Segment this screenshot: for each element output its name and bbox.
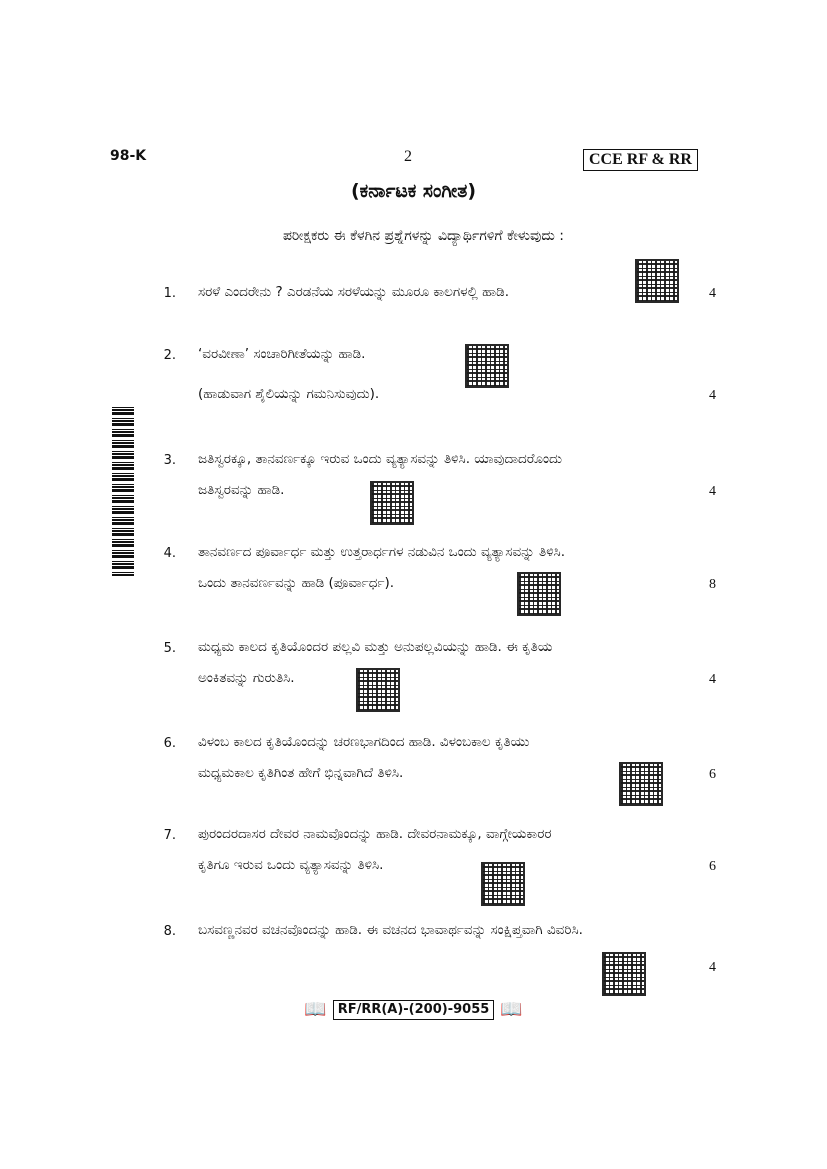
question-text: ಮಧ್ಯಮ ಕಾಲದ ಕೃತಿಯೊಂದರ ಪಲ್ಲವಿ ಮತ್ತು ಅನುಪಲ್ಲವಿಯನ್ನು ಹಾಡಿ. ಈ ಕೃತಿಯ xyxy=(198,639,553,655)
question-text: (ಹಾಡುವಾಗ ಶೈಲಿಯನ್ನು ಗಮನಿಸುವುದು). xyxy=(198,386,380,402)
question-marks: 4 xyxy=(709,960,716,975)
question-number: 8. xyxy=(163,924,176,939)
question-marks: 4 xyxy=(709,286,716,301)
question-text: ಸರಳೆ ಎಂದರೇನು ? ಎರಡನೆಯ ಸರಳೆಯನ್ನು ಮೂರೂ ಕಾಲಗಳಲ್ಲಿ ಹಾಡಿ. xyxy=(198,284,509,300)
question-number: 7. xyxy=(163,828,176,843)
page-number: 2 xyxy=(404,148,412,165)
footer-code: RF/RR(A)-(200)-9055 xyxy=(333,1000,495,1020)
question-text: ಜತಿಸ್ವರಕ್ಕೂ, ತಾನವರ್ಣಕ್ಕೂ ಇರುವ ಒಂದು ವ್ಯತ್ಯಾಸವನ್ನು ತಿಳಿಸಿ. ಯಾವುದಾದರೊಂದು xyxy=(198,451,562,467)
qr-code-icon xyxy=(619,762,663,806)
qr-code-icon xyxy=(635,259,679,303)
question-number: 6. xyxy=(163,736,176,751)
page-title: (ಕರ್ನಾಟಕ ಸಂಗೀತ) xyxy=(350,180,477,202)
question-marks: 4 xyxy=(709,388,716,403)
question-text: ಬಸವಣ್ಣನವರ ವಚನವೊಂದನ್ನು ಹಾಡಿ. ಈ ವಚನದ ಭಾವಾರ್ಥವನ್ನು ಸಂಕ್ಷಿಪ್ತವಾಗಿ ವಿವರಿಸಿ. xyxy=(198,922,583,938)
qr-code-icon xyxy=(481,862,525,906)
question-text: ತಾನವರ್ಣದ ಪೂರ್ವಾರ್ಧ ಮತ್ತು ಉತ್ತರಾರ್ಧಗಳ ನಡುವಿನ ಒಂದು ವ್ಯತ್ಯಾಸವನ್ನು ತಿಳಿಸಿ. xyxy=(198,544,566,560)
question-number: 3. xyxy=(163,453,176,468)
question-marks: 6 xyxy=(709,859,716,874)
open-book-icon: 📖 xyxy=(304,999,327,1020)
question-number: 1. xyxy=(163,286,176,301)
qr-code-icon xyxy=(465,344,509,388)
question-number: 2. xyxy=(163,348,176,363)
qr-code-icon xyxy=(602,952,646,996)
exam-badge: CCE RF & RR xyxy=(583,149,698,171)
paper-code: 98-K xyxy=(110,148,147,164)
question-number: 4. xyxy=(163,546,176,561)
question-marks: 4 xyxy=(709,484,716,499)
question-text: ಪುರಂದರದಾಸರ ದೇವರ ನಾಮವೊಂದನ್ನು ಹಾಡಿ. ದೇವರನಾಮಕ್ಕೂ, ವಾಗ್ಗೇಯಕಾರರ xyxy=(198,826,552,842)
question-text: ‘ವರವೀಣಾ’ ಸಂಚಾರಿಗೀತೆಯನ್ನು ಹಾಡಿ. xyxy=(198,346,366,362)
qr-code-icon xyxy=(517,572,561,616)
question-text: ಅಂಕಿತವನ್ನು ಗುರುತಿಸಿ. xyxy=(198,670,295,686)
question-marks: 4 xyxy=(709,672,716,687)
question-text: ಒಂದು ತಾನವರ್ಣವನ್ನು ಹಾಡಿ (ಪೂರ್ವಾರ್ಧ). xyxy=(198,575,395,591)
question-text: ಕೃತಿಗೂ ಇರುವ ಒಂದು ವ್ಯತ್ಯಾಸವನ್ನು ತಿಳಿಸಿ. xyxy=(198,857,384,873)
question-number: 5. xyxy=(163,641,176,656)
qr-code-icon xyxy=(356,668,400,712)
question-marks: 6 xyxy=(709,767,716,782)
question-text: ಮಧ್ಯಮಕಾಲ ಕೃತಿಗಿಂತ ಹೇಗೆ ಭಿನ್ನವಾಗಿದೆ ತಿಳಿಸಿ. xyxy=(198,765,404,781)
question-text: ಜತಿಸ್ವರವನ್ನು ಹಾಡಿ. xyxy=(198,482,285,498)
side-barcode xyxy=(112,404,134,576)
open-book-icon: 📖 xyxy=(500,999,523,1020)
examiner-instruction: ಪರೀಕ್ಷಕರು ಈ ಕೆಳಗಿನ ಪ್ರಶ್ನೆಗಳನ್ನು ವಿದ್ಯಾರ್ಥಿಗಳಿಗೆ ಕೇಳುವುದು : xyxy=(282,228,565,244)
question-marks: 8 xyxy=(709,577,716,592)
question-text: ವಿಳಂಬ ಕಾಲದ ಕೃತಿಯೊಂದನ್ನು ಚರಣಭಾಗದಿಂದ ಹಾಡಿ. ವಿಳಂಬಕಾಲ ಕೃತಿಯು xyxy=(198,734,530,750)
qr-code-icon xyxy=(370,481,414,525)
footer xyxy=(0,1000,827,1020)
